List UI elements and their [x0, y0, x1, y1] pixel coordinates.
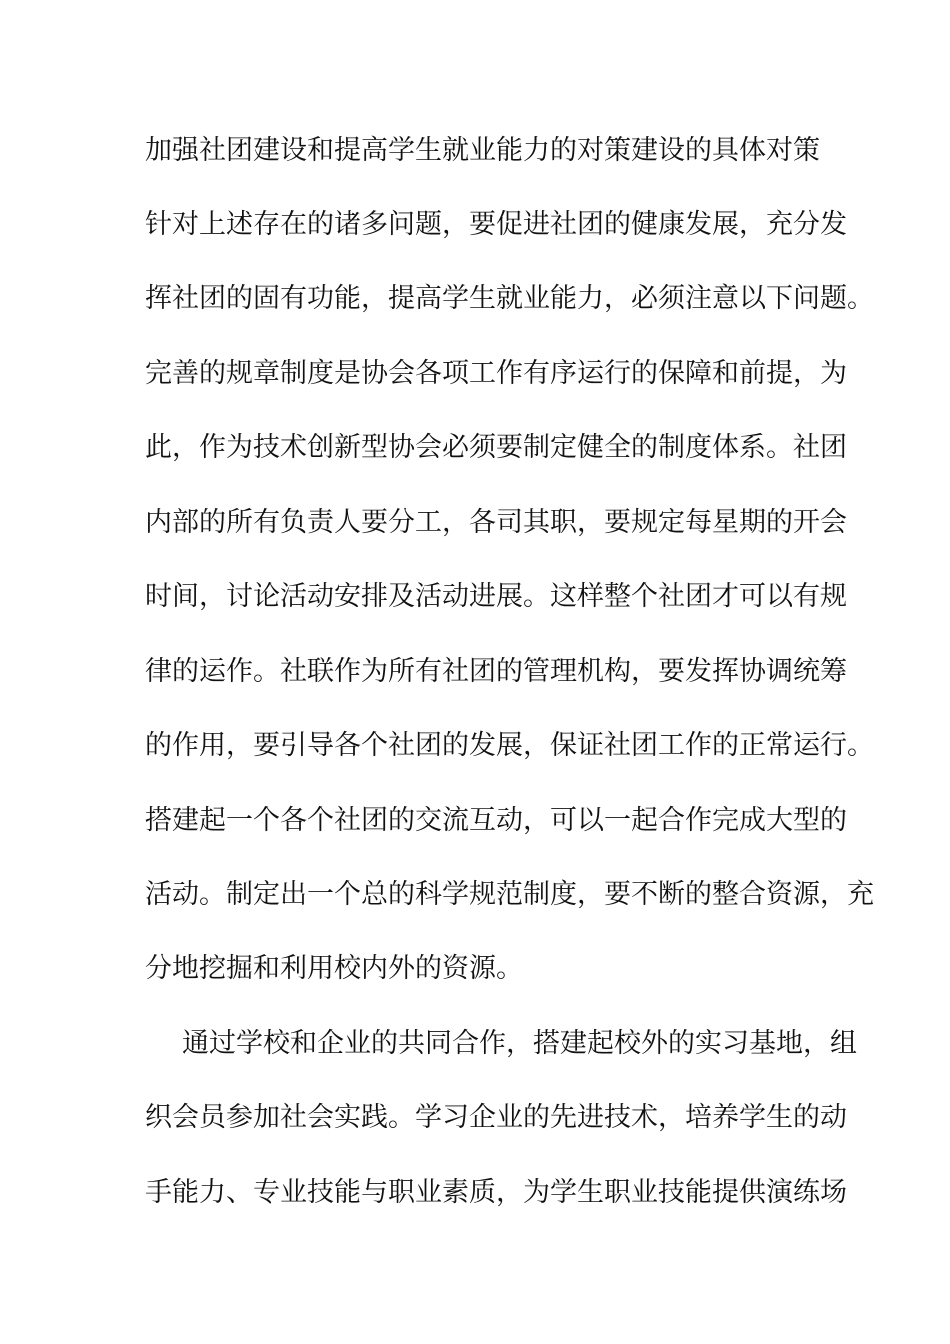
text-line-2: 针对上述存在的诸多问题，要促进社团的健康发展，充分发: [145, 209, 847, 240]
text-line-15: 手能力、专业技能与职业素质，为学生职业技能提供演练场: [145, 1177, 847, 1208]
text-line-9: 的作用，要引导各个社团的发展，保证社团工作的正常运行。: [145, 730, 874, 761]
text-line-3: 挥社团的固有功能，提高学生就业能力，必须注意以下问题。: [145, 283, 874, 314]
text-line-10: 搭建起一个各个社团的交流互动，可以一起合作完成大型的: [145, 805, 847, 836]
text-line-6: 内部的所有负责人要分工，各司其职，要规定每星期的开会: [145, 507, 847, 538]
text-line-13: 通过学校和企业的共同合作，搭建起校外的实习基地，组: [182, 1028, 857, 1059]
text-line-7: 时间，讨论活动安排及活动进展。这样整个社团才可以有规: [145, 581, 847, 612]
text-line-12: 分地挖掘和利用校内外的资源。: [145, 953, 523, 984]
text-line-5: 此，作为技术创新型协会必须要制定健全的制度体系。社团: [145, 432, 847, 463]
text-line-8: 律的运作。社联作为所有社团的管理机构，要发挥协调统筹: [145, 656, 847, 687]
text-line-1: 加强社团建设和提高学生就业能力的对策建设的具体对策: [145, 135, 820, 166]
text-line-14: 织会员参加社会实践。学习企业的先进技术，培养学生的动: [145, 1102, 847, 1133]
text-line-4: 完善的规章制度是协会各项工作有序运行的保障和前提，为: [145, 358, 847, 389]
text-line-11: 活动。制定出一个总的科学规范制度，要不断的整合资源，充: [145, 879, 874, 910]
